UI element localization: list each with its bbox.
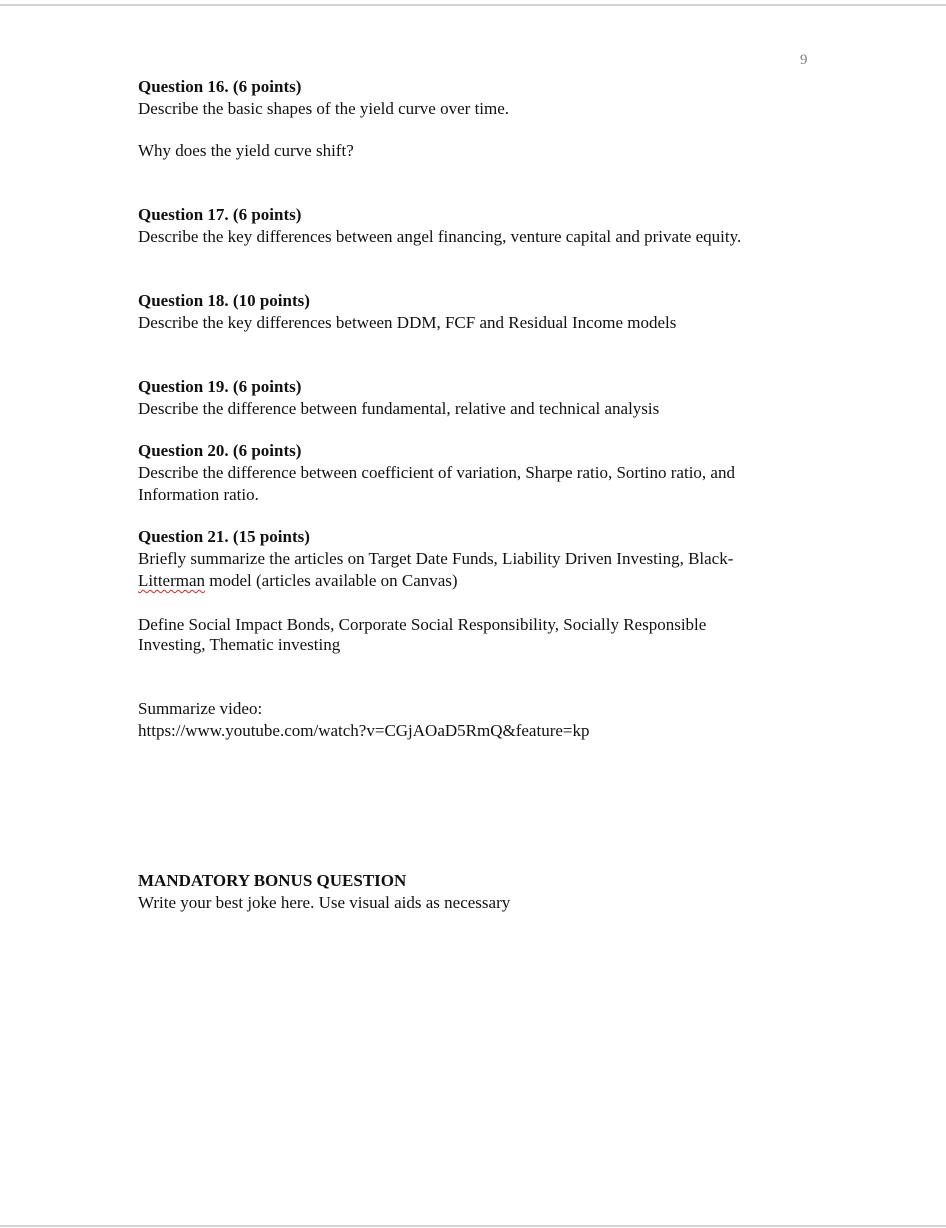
question-20-heading: Question 20. (6 points) bbox=[138, 441, 302, 460]
spellcheck-flagged-word[interactable]: Litterman bbox=[138, 571, 206, 590]
question-19-heading: Question 19. (6 points) bbox=[138, 377, 302, 396]
question-21-heading: Question 21. (15 points) bbox=[138, 527, 310, 546]
page-top-edge bbox=[0, 4, 946, 6]
question-19-text: Describe the difference between fundamental, relative and technical analysis bbox=[138, 399, 660, 418]
bonus-heading: MANDATORY BONUS QUESTION bbox=[138, 871, 407, 890]
page-number: 9 bbox=[800, 52, 808, 68]
question-20-text: Describe the difference between coefficient of variation, Sharpe ratio, Sortino ratio, and bbox=[138, 463, 735, 482]
page-bottom-edge bbox=[0, 1225, 946, 1227]
question-21-text: Briefly summarize the articles on Target Date Funds, Liability Driven Investing, Black- bbox=[138, 549, 734, 568]
question-17-text: Describe the key differences between angel financing, venture capital and private equity. bbox=[138, 227, 742, 246]
question-21-define-cont: Investing, Thematic investing bbox=[138, 635, 341, 654]
question-21-text-cont-rest: model (articles available on Canvas) bbox=[205, 571, 458, 590]
question-20-text-cont: Information ratio. bbox=[138, 485, 259, 504]
question-18-text: Describe the key differences between DDM, FCF and Residual Income models bbox=[138, 313, 677, 332]
question-21-text-cont bbox=[138, 570, 458, 592]
question-21-video-url: https://www.youtube.com/watch?v=CGjAOaD5RmQ&feature=kp bbox=[138, 721, 590, 740]
question-16-followup: Why does the yield curve shift? bbox=[138, 141, 354, 160]
question-18-heading: Question 18. (10 points) bbox=[138, 291, 310, 310]
question-16-heading: Question 16. (6 points) bbox=[138, 77, 302, 96]
question-17-heading: Question 17. (6 points) bbox=[138, 205, 302, 224]
question-16-text: Describe the basic shapes of the yield curve over time. bbox=[138, 99, 510, 118]
question-21-define: Define Social Impact Bonds, Corporate Social Responsibility, Socially Responsible bbox=[138, 615, 707, 634]
bonus-text: Write your best joke here. Use visual aids as necessary bbox=[138, 893, 511, 912]
question-21-video-label: Summarize video: bbox=[138, 699, 263, 718]
